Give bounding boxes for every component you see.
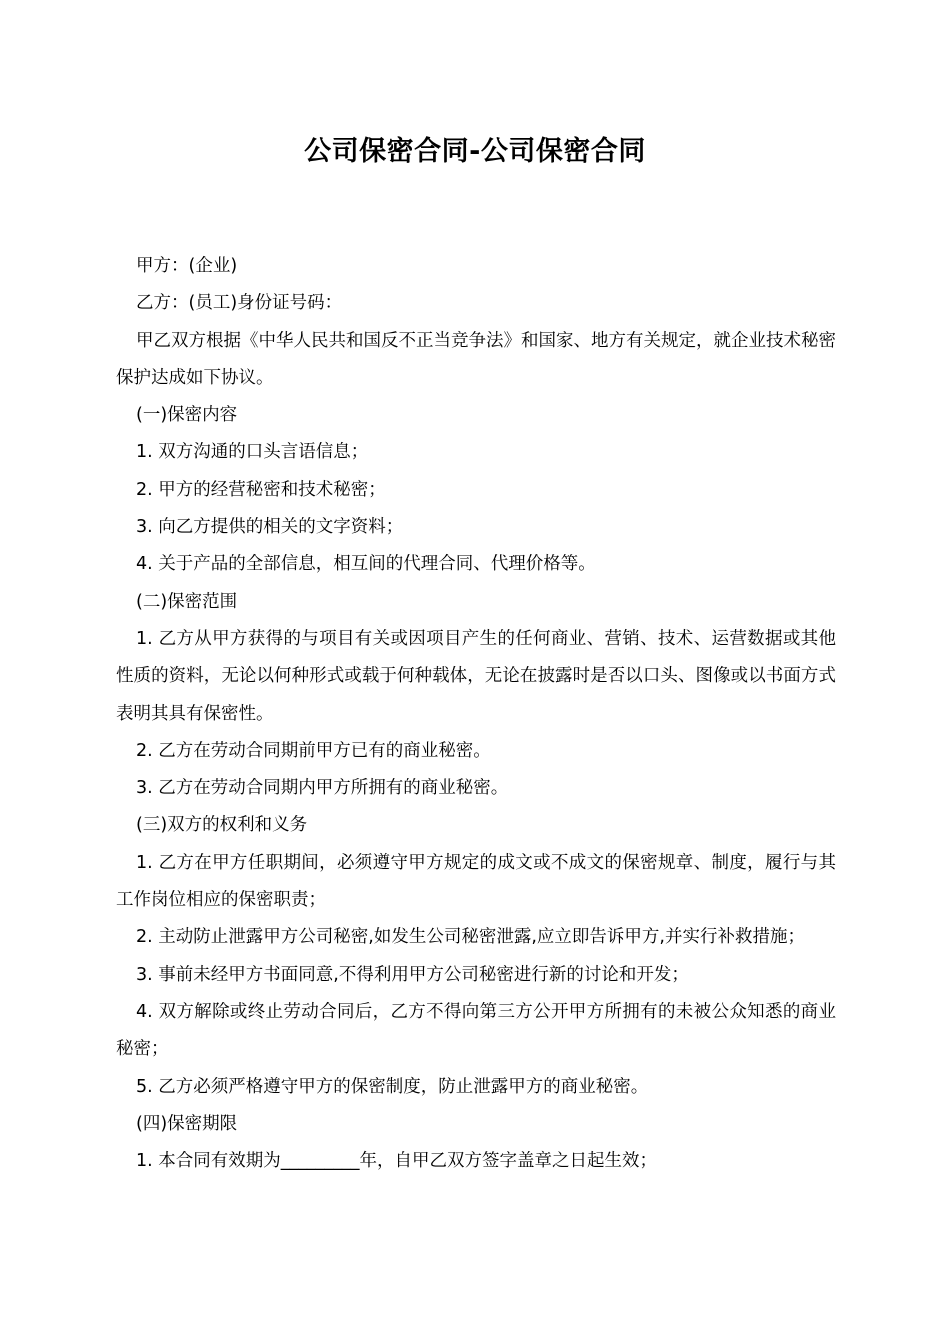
- party-b-line: 乙方：(员工)身份证号码：: [136, 293, 343, 314]
- section-heading-1: (一)保密内容: [136, 405, 238, 426]
- clause-paragraph: 4. 关于产品的全部信息，相互间的代理合同、代理价格等。: [136, 554, 596, 575]
- clause-paragraph: 1. 乙方从甲方获得的与项目有关或因项目产生的任何商业、营销、技术、运营数据或其他性质的资料，无论以何种形式或载于何种载体，无论在披露时是否以口头、图像或以书面方式表明其具有保密性。: [116, 628, 836, 724]
- clause-paragraph: 1. 乙方在甲方任职期间，必须遵守甲方规定的成文或不成文的保密规章、制度，履行与其工作岗位相应的保密职责；: [116, 852, 836, 911]
- party-a-line: 甲方：(企业): [136, 256, 238, 276]
- clause-paragraph: 5. 乙方必须严格遵守甲方的保密制度，防止泄露甲方的商业秘密。: [136, 1076, 649, 1097]
- clause-paragraph: 4. 双方解除或终止劳动合同后，乙方不得向第三方公开甲方所拥有的未被公众知悉的商业秘密；: [116, 1001, 836, 1060]
- preamble-paragraph: 甲乙双方根据《中华人民共和国反不正当竞争法》和国家、地方有关规定，就企业技术秘密保护达成如下协议。: [116, 330, 836, 388]
- clause-paragraph: 3. 向乙方提供的相关的文字资料；: [136, 517, 404, 538]
- clause-paragraph: 2. 乙方在劳动合同期前甲方已有的商业秘密。: [136, 740, 491, 761]
- clause-paragraph: 1. 本合同有效期为_________年，自甲乙双方签字盖章之日起生效；: [136, 1151, 658, 1172]
- section-heading-2: (二)保密范围: [136, 591, 238, 612]
- clause-paragraph: 1. 双方沟通的口头言语信息；: [136, 442, 369, 463]
- clause-paragraph: 2. 甲方的经营秘密和技术秘密；: [136, 479, 386, 500]
- clause-paragraph: 3. 乙方在劳动合同期内甲方所拥有的商业秘密。: [136, 778, 509, 799]
- section-heading-3: (三)双方的权利和义务: [136, 815, 308, 836]
- section-heading-4: (四)保密期限: [136, 1113, 238, 1134]
- clause-paragraph: 3. 事前未经甲方书面同意,不得利用甲方公司秘密进行新的讨论和开发；: [136, 964, 689, 985]
- clause-paragraph: 2. 主动防止泄露甲方公司秘密,如发生公司秘密泄露,应立即告诉甲方,并实行补救措施；: [136, 927, 805, 948]
- document-title: 公司保密合同-公司保密合同: [304, 136, 646, 167]
- document-body: [116, 248, 836, 1180]
